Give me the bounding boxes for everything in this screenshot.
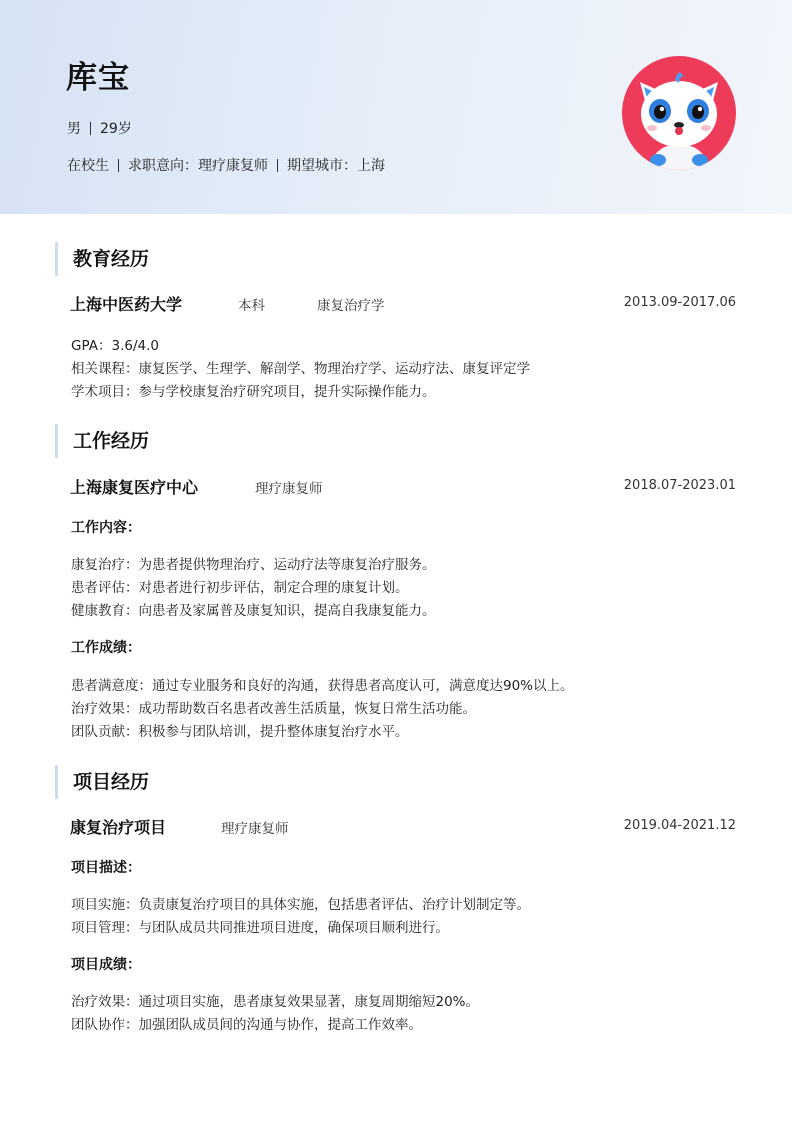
- job-intent: 求职意向：理疗康复师: [128, 158, 268, 174]
- degree: 本科: [238, 298, 265, 314]
- avatar: [622, 56, 736, 170]
- company-name: 上海康复医疗中心: [70, 478, 199, 497]
- project-desc-item: 项目管理：与团队成员共同推进项目进度，确保项目顺利进行。: [71, 920, 449, 936]
- work-achievement-heading: 工作成绩：: [71, 640, 141, 656]
- education-detail: 相关课程：康复医学、生理学、解剖学、物理治疗学、运动疗法、康复评定学: [71, 361, 530, 377]
- candidate-name: 库宝: [66, 60, 130, 96]
- work-role: 理疗康复师: [255, 481, 323, 497]
- divider: [90, 122, 91, 135]
- basic-info-line: [67, 118, 132, 138]
- status: 在校生: [67, 158, 109, 174]
- work-content-heading: 工作内容：: [71, 520, 141, 536]
- section-title-education: 教育经历: [55, 242, 149, 276]
- section-title-work: 工作经历: [55, 424, 149, 458]
- education-header-row: [70, 292, 736, 316]
- school-name: 上海中医药大学: [70, 295, 183, 314]
- education-detail: 学术项目：参与学校康复治疗研究项目，提升实际操作能力。: [71, 384, 436, 400]
- age: 29岁: [100, 121, 132, 137]
- project-header-row: [70, 815, 736, 839]
- project-achievement-item: 团队协作：加强团队成员间的沟通与协作，提高工作效率。: [71, 1017, 422, 1033]
- project-name: 康复治疗项目: [70, 818, 167, 837]
- work-date: 2018.07-2023.01: [623, 478, 736, 493]
- gender: 男: [67, 121, 81, 137]
- work-content-item: 患者评估：对患者进行初步评估，制定合理的康复计划。: [71, 580, 409, 596]
- project-achievement-item: 治疗效果：通过项目实施，患者康复效果显著，康复周期缩短20%。: [71, 994, 480, 1010]
- section-title-project: 项目经历: [55, 765, 149, 799]
- major: 康复治疗学: [317, 298, 385, 314]
- project-desc-item: 项目实施：负责康复治疗项目的具体实施，包括患者评估、治疗计划制定等。: [71, 897, 530, 913]
- education-detail: GPA：3.6/4.0: [71, 338, 159, 354]
- education-date: 2013.09-2017.06: [623, 295, 736, 310]
- work-content-item: 健康教育：向患者及家属普及康复知识，提高自我康复能力。: [71, 603, 436, 619]
- project-date: 2019.04-2021.12: [623, 818, 736, 833]
- work-achievement-item: 团队贡献：积极参与团队培训，提升整体康复治疗水平。: [71, 724, 409, 740]
- project-role: 理疗康复师: [221, 821, 289, 837]
- job-intent-line: [67, 155, 385, 175]
- cartoon-cat-avatar-icon: [622, 56, 736, 170]
- project-desc-heading: 项目描述：: [71, 860, 141, 876]
- project-achievement-heading: 项目成绩：: [71, 957, 141, 973]
- work-header-row: [70, 475, 736, 499]
- work-content-item: 康复治疗：为患者提供物理治疗、运动疗法等康复治疗服务。: [71, 557, 436, 573]
- divider: [277, 159, 278, 172]
- expected-city: 期望城市：上海: [287, 158, 385, 174]
- work-achievement-item: 治疗效果：成功帮助数百名患者改善生活质量，恢复日常生活功能。: [71, 701, 476, 717]
- divider: [118, 159, 119, 172]
- work-achievement-item: 患者满意度：通过专业服务和良好的沟通，获得患者高度认可，满意度达90%以上。: [71, 678, 574, 694]
- resume-header: [0, 0, 792, 214]
